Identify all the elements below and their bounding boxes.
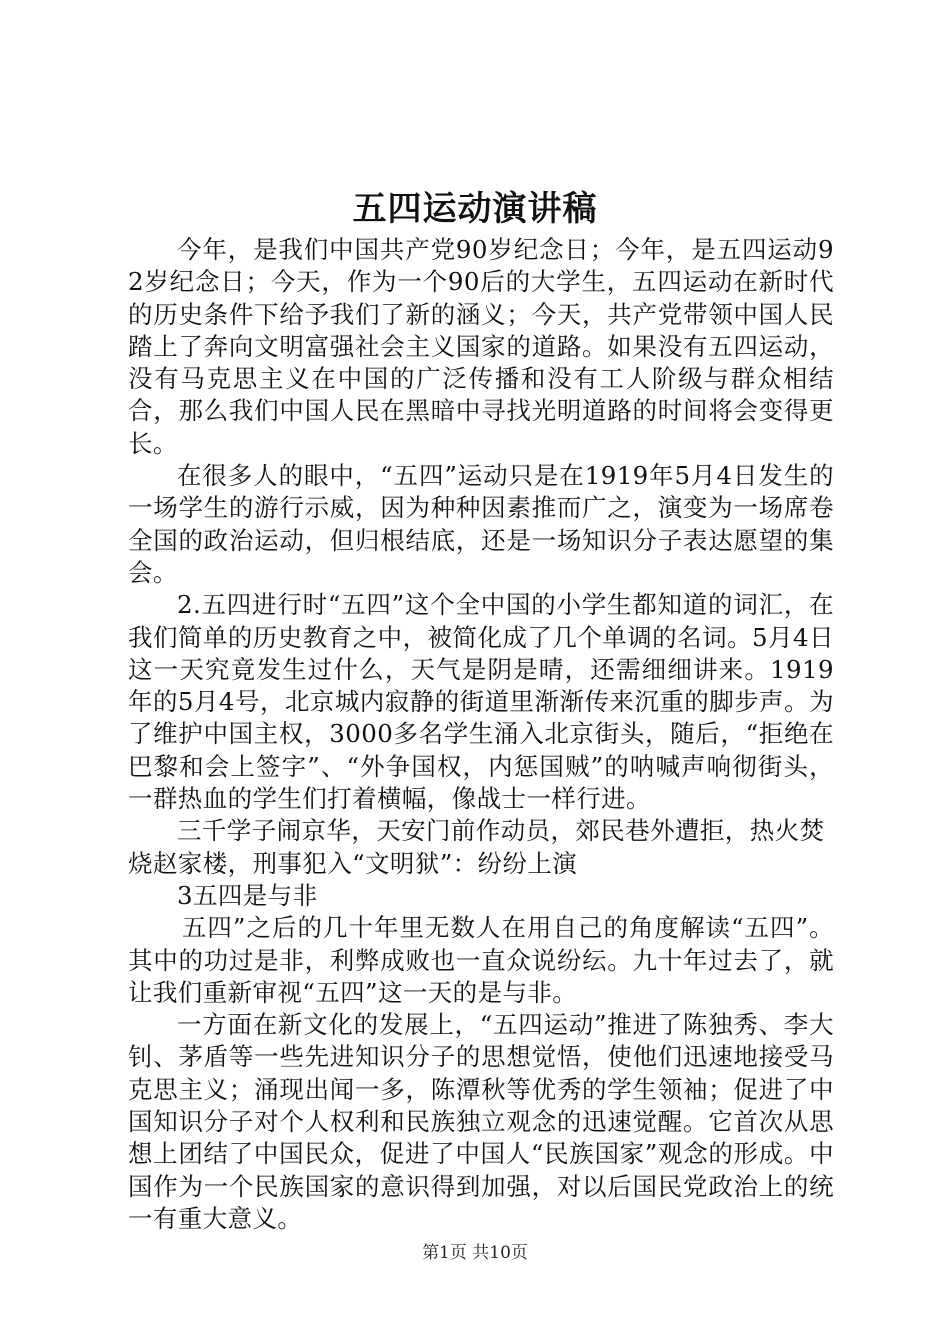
paragraph-students-protest: 三千学子闹京华，天安门前作动员，郊民巷外遭拒，热火焚烧赵家楼，刑事犯入“文明狱”：纷纷上演 — [128, 816, 825, 878]
page-number-footer: 第1页 共10页 — [422, 1243, 528, 1263]
document-title: 五四运动演讲稿 — [352, 189, 598, 229]
paragraph-new-culture: 一方面在新文化的发展上，“五四运动”推进了陈独秀、李大钊、茅盾等一些先进知识分子的思想觉悟，使他们迅速地接受马克思主义；涌现出闻一多，陈潭秋等优秀的学生领袖；促进了中国知识分子对个人权利和民族独立观念的迅速觉醒。它首次从思想上团结了中国民众，促进了中国人“民族国家”观念的形成。中国作为一个民族国家的意识得到加强，对以后国民党政治上的统一有重大意义。 — [128, 1010, 834, 1233]
document-body — [128, 234, 834, 1235]
paragraph-may-fourth-events: 2.五四进行时“五四”这个全中国的小学生都知道的词汇，在我们简单的历史教育之中，被简化成了几个单调的名词。5月4日这一天究竟发生过什么，天气是阴是晴，还需细细讲来。1919年的5月4号，北京城内寂静的街道里渐渐传来沉重的脚步声。为了维护中国主权，3000多名学生涌入北京街头，随后，“拒绝在巴黎和会上签字”、“外争国权，内惩国贼”的呐喊声响彻街头，一群热血的学生们打着横幅，像战士一样行进。 — [128, 590, 834, 814]
paragraph-perception: 在很多人的眼中，“五四”运动只是在1919年5月4日发生的一场学生的游行示威，因为种种因素推而广之，演变为一场席卷全国的政治运动，但归根结底，还是一场知识分子表达愿望的集会。 — [128, 461, 834, 587]
paragraph-intro: 今年，是我们中国共产党90岁纪念日；今年，是五四运动92岁纪念日；今天，作为一个90后的大学生，五四运动在新时代的历史条件下给予我们了新的涵义；今天，共产党带领中国人民踏上了奔向文明富强社会主义国家的道路。如果没有五四运动，没有马克思主义在中国的广泛传播和没有工人阶级与群众相结合，那么我们中国人民在黑暗中寻找光明道路的时间将会变得更长。 — [128, 235, 834, 458]
paragraph-reinterpretation: 五四”之后的几十年里无数人在用自己的角度解读“五四”。其中的功过是非，利弊成败也一直众说纷纭。九十年过去了，就让我们重新审视“五四”这一天的是与非。 — [128, 913, 834, 1007]
section-heading-right-and-wrong: 3五四是与非 — [177, 880, 318, 910]
